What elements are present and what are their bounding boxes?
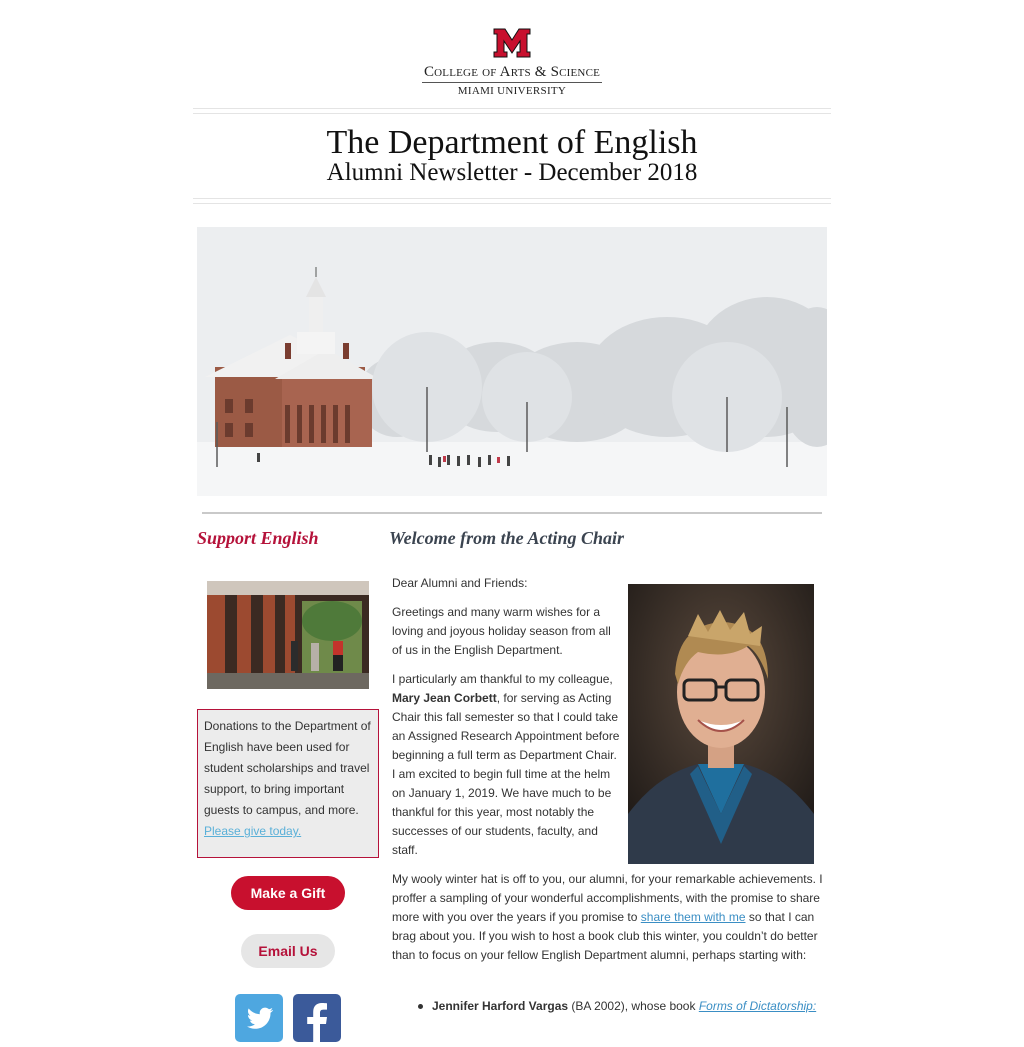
header-divider-top: [193, 108, 831, 114]
greeting: Dear Alumni and Friends:: [392, 576, 528, 590]
college-logo: [193, 28, 831, 97]
paragraph-3: [392, 870, 824, 965]
college-name: College of Arts & Science: [423, 64, 601, 80]
donation-info-box: [197, 709, 379, 858]
paragraph-2-intro: I particularly am thankful to my colleague,: [392, 672, 613, 686]
page-title: The Department of English: [326, 124, 698, 161]
hero-image-snowy-campus: [197, 227, 827, 496]
university-name: MIAMI UNIVERSITY: [457, 85, 567, 97]
alumni-name: Jennifer Harford Vargas: [432, 999, 569, 1013]
paragraph-3-body: so that I can brag about you. If you wish to host a book club this winter, you couldn’t do better than to focus on your fellow English Department alumni, perhaps starting with:: [392, 910, 818, 962]
donation-text: Donations to the Department of English have been used for student scholarships and travel support, to bring important guests to campus, and more.: [204, 719, 371, 817]
share-them-link[interactable]: share them with me: [640, 910, 746, 924]
paragraph-2: [392, 670, 620, 860]
miami-m-logo-icon: [493, 28, 531, 58]
chair-portrait-photo: [628, 584, 814, 864]
header-divider-bottom: [193, 198, 831, 204]
logo-divider: [422, 82, 602, 83]
support-heading: Support English: [197, 528, 319, 548]
newsletter: [193, 0, 831, 1024]
list-item: [432, 997, 824, 1016]
paragraph-1: Greetings and many warm wishes for a loving and joyous holiday season from all of us in the English Department.: [392, 605, 611, 657]
book-title-link[interactable]: Forms of Dictatorship:: [698, 999, 817, 1013]
arcade-photo: [207, 581, 369, 689]
welcome-heading: Welcome from the Acting Chair: [389, 528, 625, 548]
alumni-detail: (BA 2002), whose book: [568, 999, 699, 1013]
page-subtitle: Alumni Newsletter - December 2018: [326, 159, 698, 186]
make-a-gift-button[interactable]: Make a Gift: [231, 876, 345, 910]
paragraph-2-body: , for serving as Acting Chair this fall semester so that I could take an Assigned Research Appointment before beginning a full term as Department Chair. I am excited to begin full time at the helm on January 1, 2019. We have much to be thankful for this year, most notably the successes of our students, faculty, and staff.: [392, 691, 620, 857]
section-divider: [202, 512, 822, 514]
email-us-button[interactable]: Email Us: [241, 934, 335, 968]
paragraph-3-intro: My wooly winter hat is off to you, our alumni, for your remarkable achievements. I proffer a sampling of your wonderful accomplishments, with the promise to share more with you over the years if you promise to: [392, 872, 823, 924]
facebook-icon[interactable]: [293, 994, 341, 1042]
colleague-name: Mary Jean Corbett: [392, 691, 497, 705]
give-today-link[interactable]: Please give today.: [204, 824, 302, 838]
twitter-icon[interactable]: [235, 994, 283, 1042]
